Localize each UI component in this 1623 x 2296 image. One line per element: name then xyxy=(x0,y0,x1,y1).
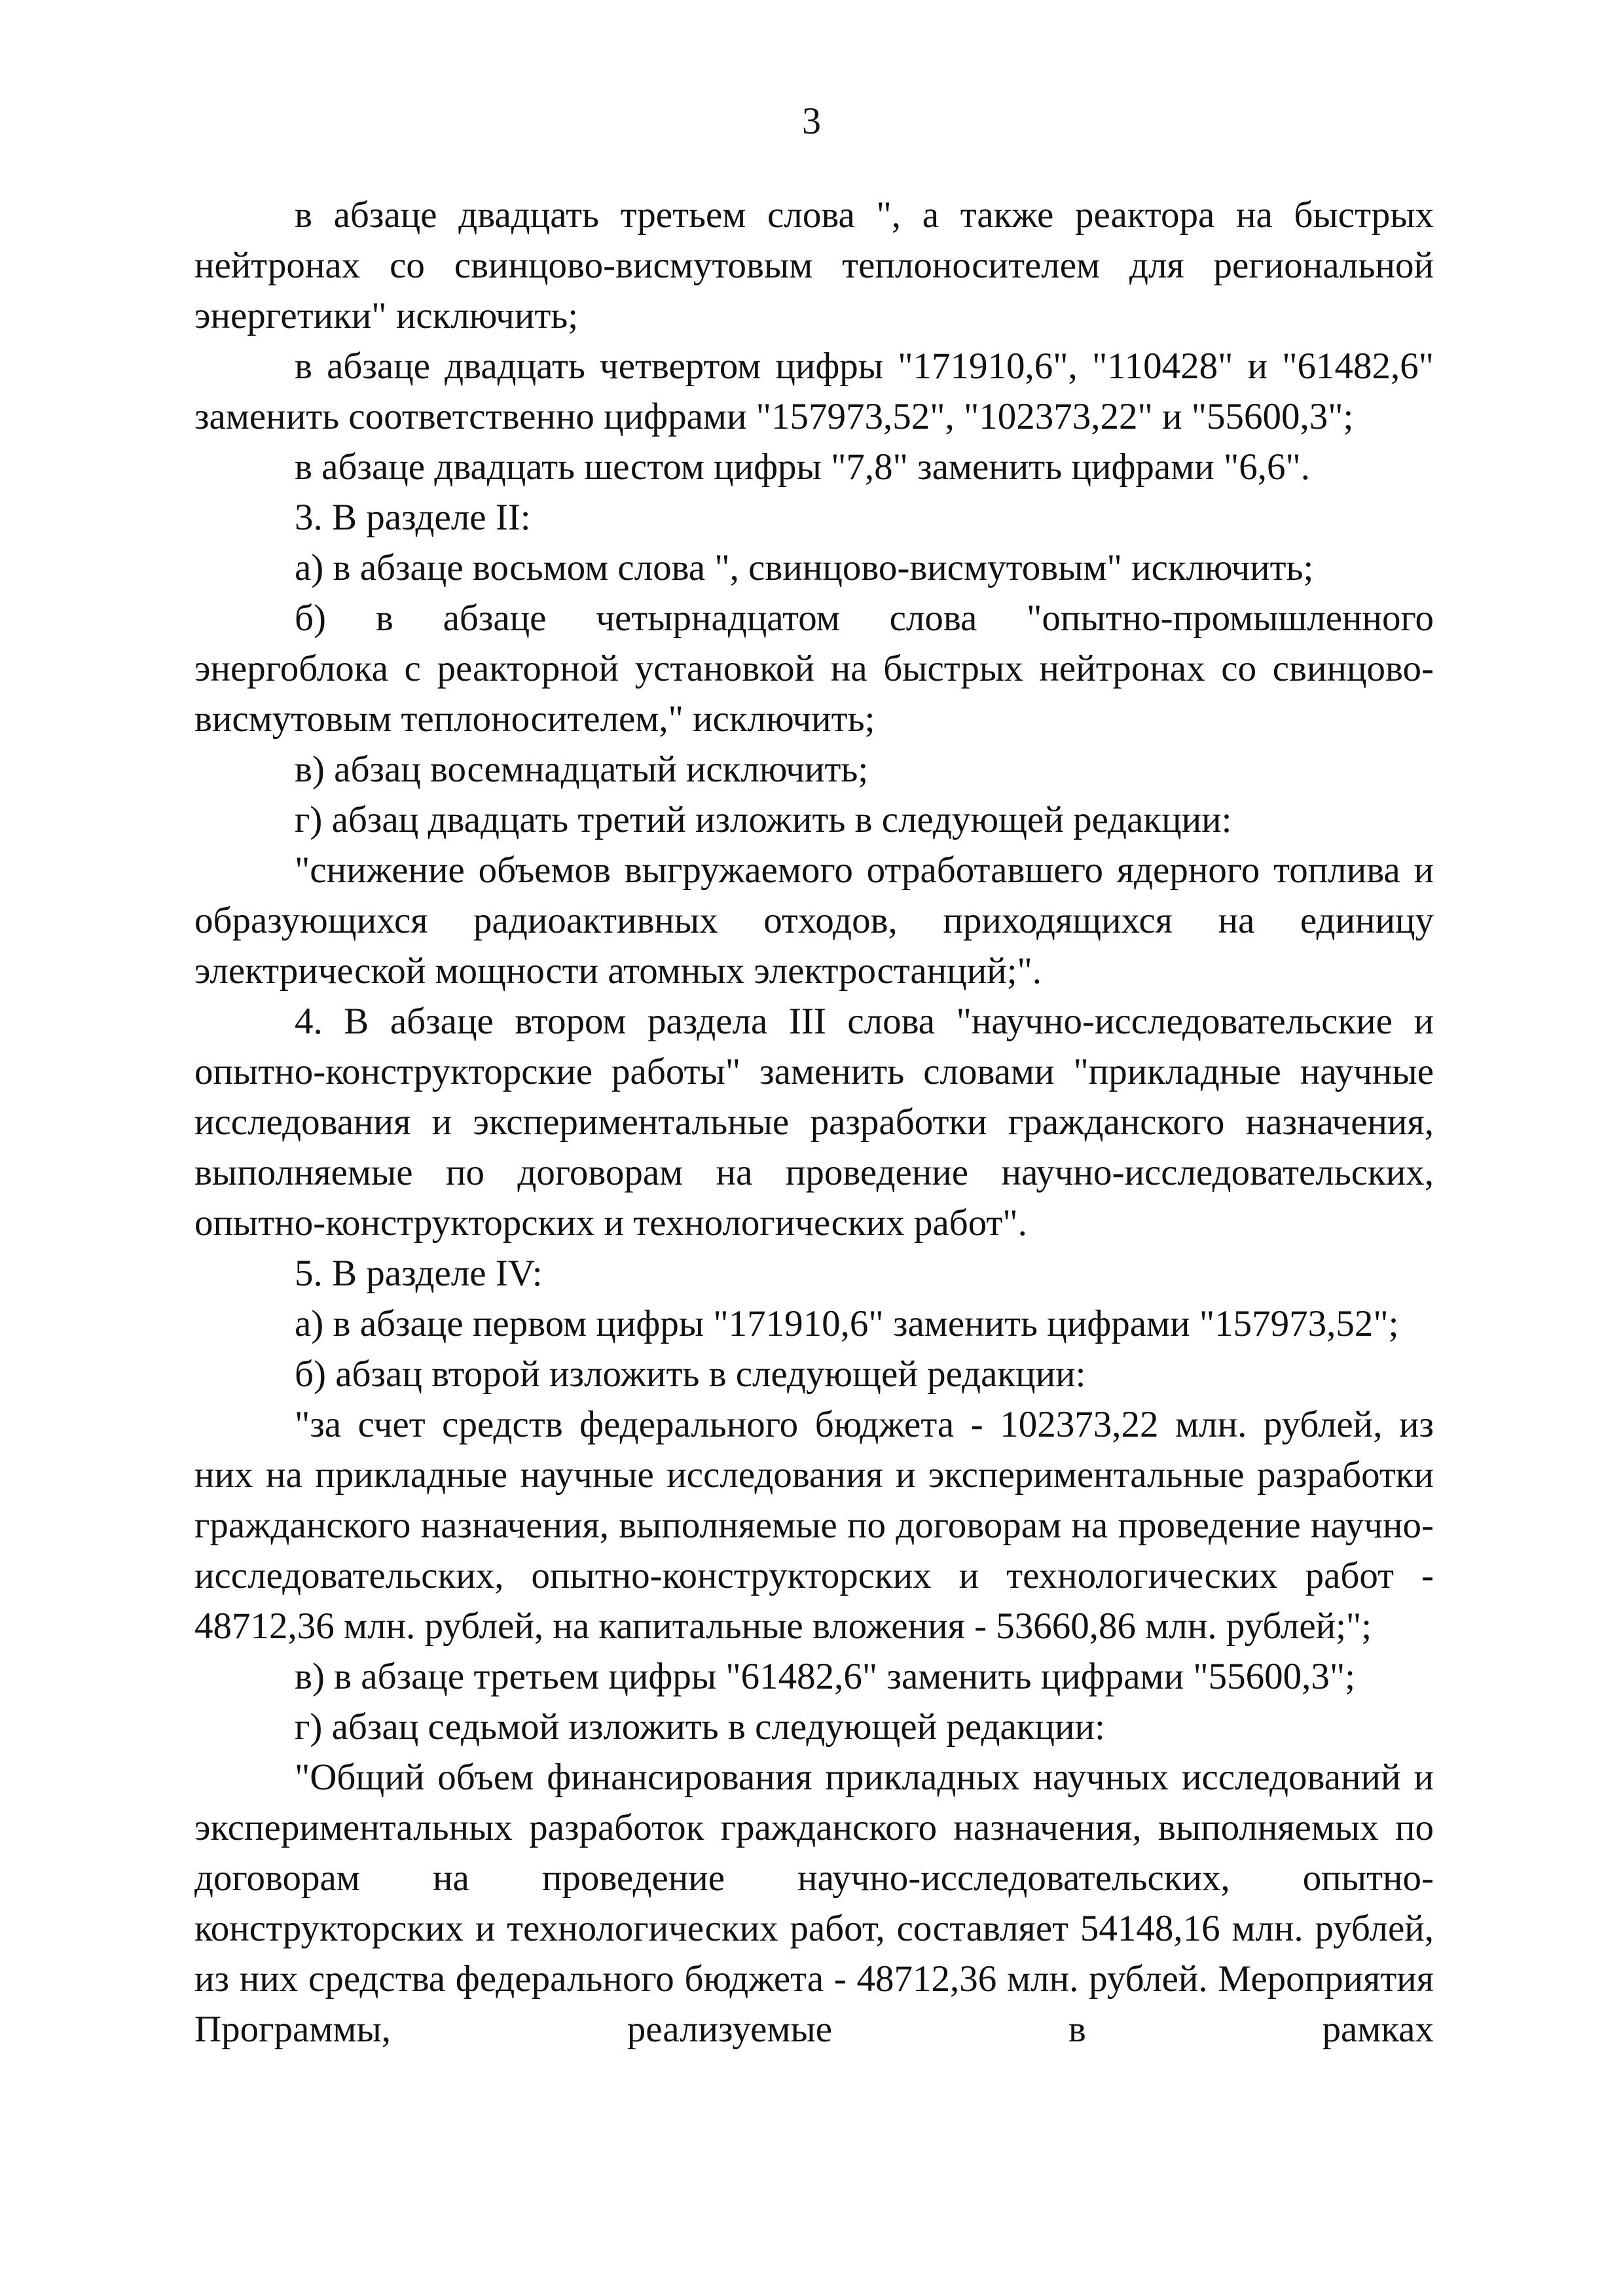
paragraph-item-b-section-ii: б) в абзаце четырнадцатом слова "опытно-промышленного энергоблока с реакторной установкой на быстрых нейтронах со свинцово-висмутовым теплоносителем," исключить; xyxy=(194,598,1434,740)
paragraph-item-g-section-ii: г) абзац двадцать третий изложить в следующей редакции: xyxy=(295,799,1232,840)
paragraph-clause-26: в абзаце двадцать шестом цифры "7,8" заменить цифрами "6,6". xyxy=(295,446,1311,488)
paragraph-item-b-section-iv: б) абзац второй изложить в следующей редакции: xyxy=(295,1354,1086,1395)
quoted-new-wording-budget: "за счет средств федерального бюджета - 102373,22 млн. рублей, из них на прикладные научные исследования и экспериментальные разработки гражданского назначения, выполняемые по договорам на проведение научно-исследовательских, опытно-конструкторских и технологических работ - 48712,36 млн. рублей, на капитальные вложения - 53660,86 млн. рублей;"; xyxy=(194,1404,1434,1647)
paragraph-item-v-section-iv: в) в абзаце третьем цифры "61482,6" заменить цифрами "55600,3"; xyxy=(295,1656,1355,1697)
paragraph-clause-24: в абзаце двадцать четвертом цифры "171910,6", "110428" и "61482,6" заменить соответственно цифрами "157973,52", "102373,22" и "55600,3"; xyxy=(194,346,1434,437)
paragraph-item-v-section-ii: в) абзац восемнадцатый исключить; xyxy=(295,749,869,790)
page-number: 3 xyxy=(802,99,821,142)
quoted-new-wording-section-ii: "снижение объемов выгружаемого отработавшего ядерного топлива и образующихся радиоактивных отходов, приходящихся на единицу электрической мощности атомных электростанций;". xyxy=(194,850,1434,992)
paragraph-item-4-section-iii: 4. В абзаце втором раздела III слова "научно-исследовательские и опытно-конструкторские работы" заменить словами "прикладные научные исследования и экспериментальные разработки гражданского назначения, выполняемые по договорам на проведение научно-исследовательских, опытно-конструкторских и технологических работ". xyxy=(194,1001,1434,1244)
paragraph-item-a-section-iv: а) в абзаце первом цифры "171910,6" заменить цифрами "157973,52"; xyxy=(295,1303,1399,1344)
quoted-new-wording-total-funding: "Общий объем финансирования прикладных научных исследований и экспериментальных разработок гражданского назначения, выполняемых по договорам на проведение научно-исследовательских, опытно-конструкторских и технологических работ, составляет 54148,16 млн. рублей, из них средства федерального бюджета - 48712,36 млн. рублей. Мероприятия Программы, реализуемые в рамках xyxy=(194,1757,1434,2050)
paragraph-item-a-section-ii: а) в абзаце восьмом слова ", свинцово-висмутовым" исключить; xyxy=(295,547,1314,588)
section-heading-iv: 5. В разделе IV: xyxy=(295,1253,543,1294)
document-body xyxy=(194,190,1434,2054)
section-heading-ii: 3. В разделе II: xyxy=(295,497,531,538)
paragraph-clause-23: в абзаце двадцать третьем слова ", а также реактора на быстрых нейтронах со свинцово-висмутовым теплоносителем для региональной энергетики" исключить; xyxy=(194,194,1434,336)
paragraph-item-g-section-iv: г) абзац седьмой изложить в следующей редакции: xyxy=(295,1706,1105,1748)
